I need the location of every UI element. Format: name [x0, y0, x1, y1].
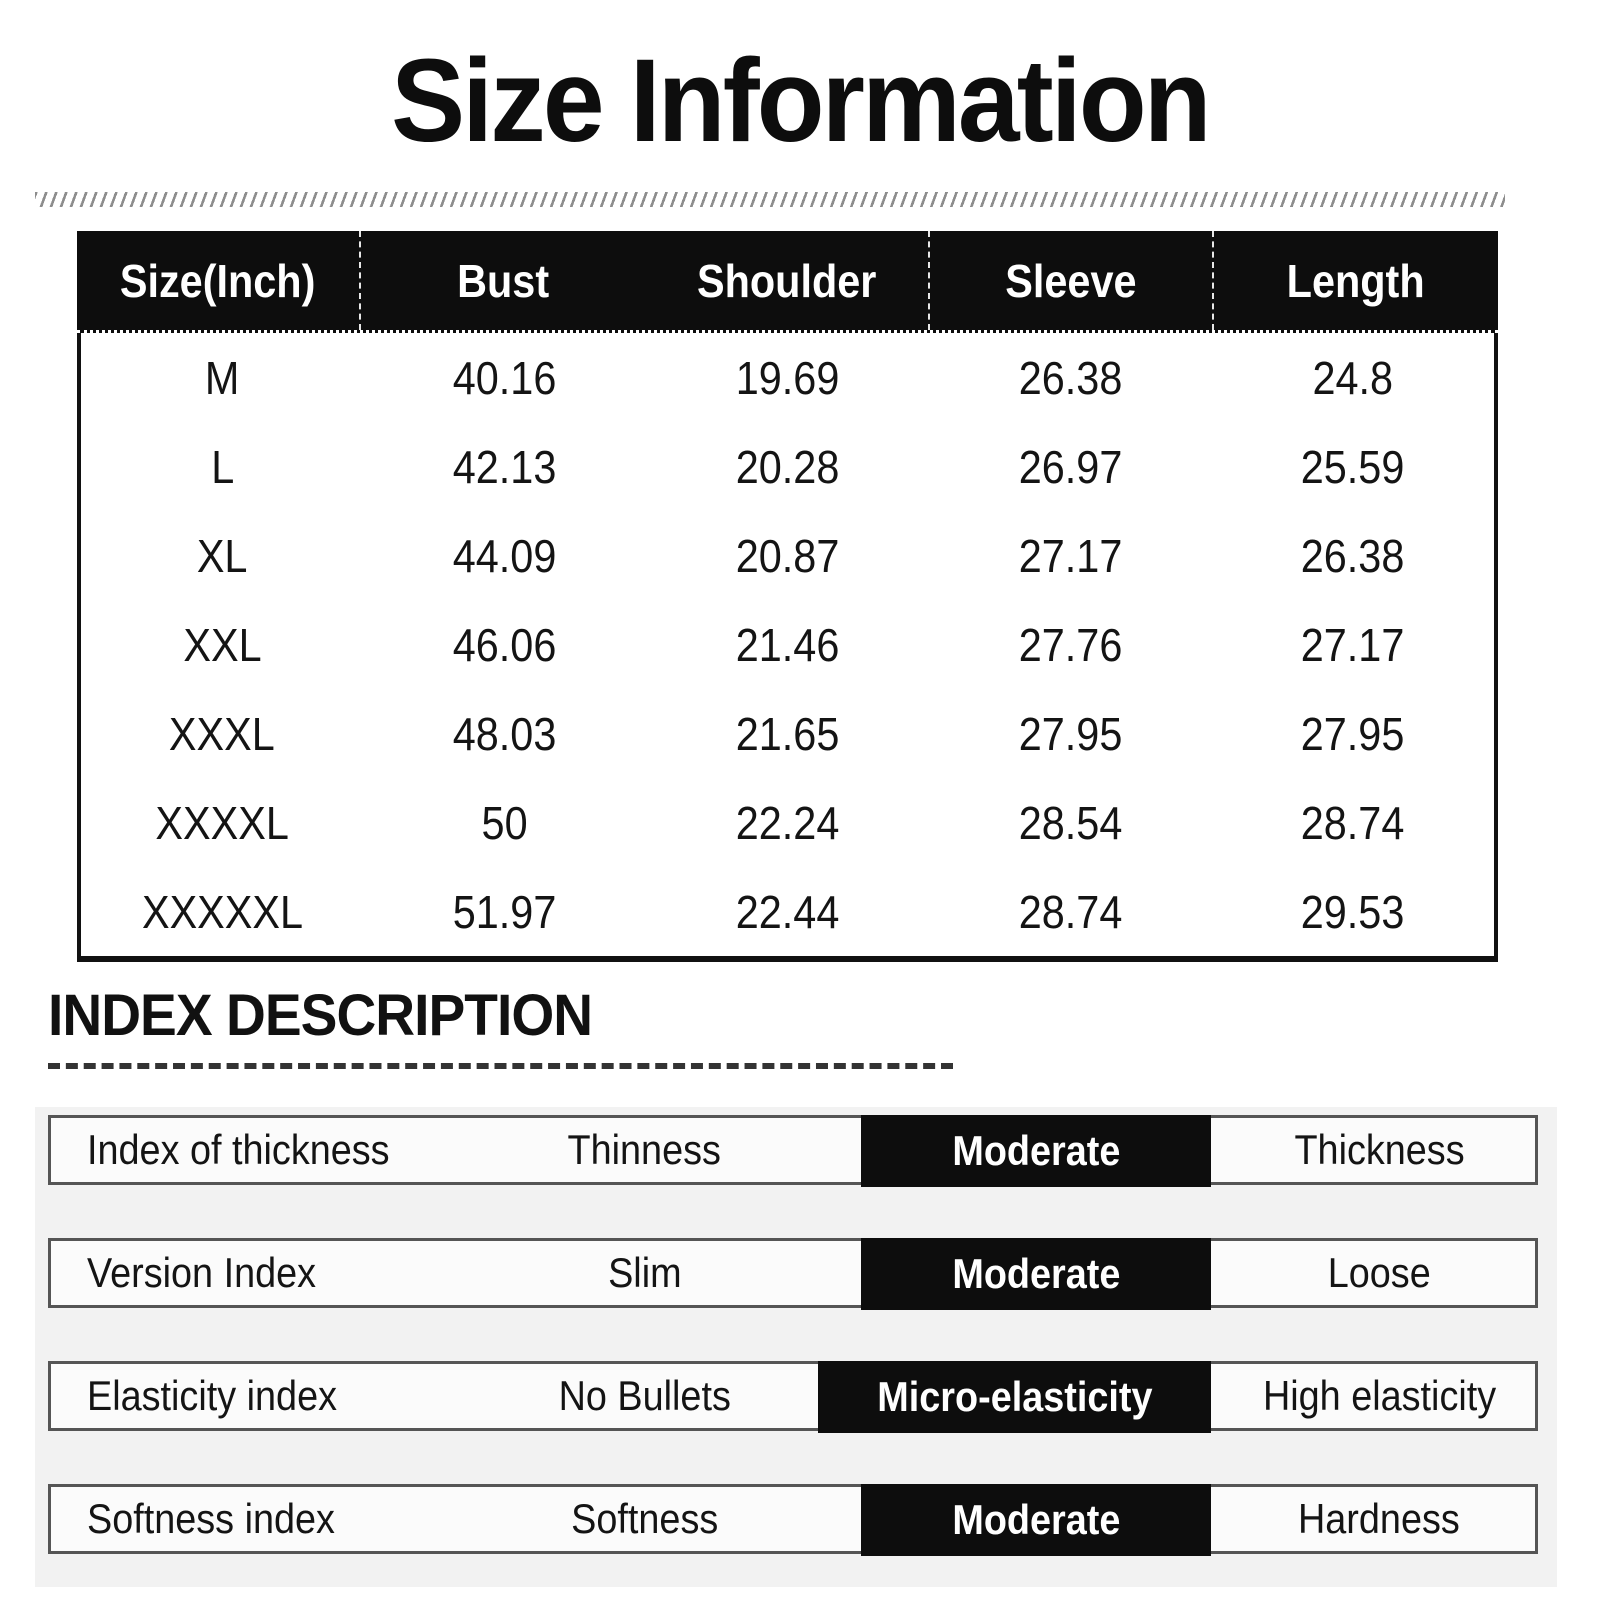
- col-header-bust: [361, 231, 645, 330]
- index-row-label-text: Elasticity index: [87, 1372, 338, 1419]
- index-option-selected-text: Moderate: [952, 1250, 1121, 1297]
- cell-bust-text: 42.13: [453, 440, 557, 493]
- index-option-high: [1223, 1364, 1535, 1428]
- cell-bust: [364, 707, 647, 761]
- cell-shoulder: [646, 529, 929, 583]
- index-row-softness: [48, 1484, 1538, 1554]
- size-table-header: [77, 231, 1498, 333]
- index-description-heading: [48, 982, 1600, 1049]
- page-title: [0, 26, 1600, 176]
- index-option-high: [1223, 1487, 1535, 1551]
- cell-size: [81, 529, 364, 583]
- cell-shoulder-text: 19.69: [735, 351, 840, 404]
- cell-bust: [364, 796, 647, 850]
- index-option-high-text: Hardness: [1298, 1495, 1461, 1542]
- cell-size-text: XXXXL: [155, 796, 290, 849]
- cell-sleeve: [929, 796, 1212, 850]
- col-header-size: [77, 231, 361, 330]
- cell-bust-text: 40.16: [453, 351, 557, 404]
- cell-shoulder: [646, 440, 929, 494]
- col-header-sleeve: [930, 231, 1214, 330]
- cell-bust-text: 51.97: [453, 885, 557, 938]
- cell-bust: [364, 618, 647, 672]
- index-option-low: [467, 1364, 823, 1428]
- cell-sleeve-text: 27.95: [1018, 707, 1122, 760]
- index-option-low: [467, 1118, 823, 1182]
- index-option-selected: [818, 1361, 1211, 1433]
- cell-sleeve-text: 27.76: [1018, 618, 1122, 671]
- cell-size-text: XXXXXL: [141, 885, 303, 938]
- cell-sleeve-text: 28.54: [1018, 796, 1122, 849]
- cell-size: [81, 440, 364, 494]
- cell-sleeve: [929, 618, 1212, 672]
- cell-length-text: 27.17: [1300, 618, 1405, 671]
- index-option-low-text: Softness: [571, 1495, 719, 1542]
- index-option-selected-text: Moderate: [952, 1496, 1121, 1543]
- index-option-selected: [861, 1484, 1211, 1556]
- col-header-shoulder: [645, 231, 929, 330]
- cell-shoulder: [646, 618, 929, 672]
- index-row-label-text: Softness index: [87, 1495, 335, 1542]
- index-option-high-text: High elasticity: [1262, 1372, 1496, 1419]
- table-row: [81, 600, 1494, 689]
- cell-length-text: 26.38: [1300, 529, 1405, 582]
- index-row-label: [51, 1487, 467, 1551]
- cell-sleeve: [929, 529, 1212, 583]
- cell-length: [1211, 796, 1494, 850]
- cell-sleeve-text: 27.17: [1018, 529, 1122, 582]
- cell-sleeve: [929, 440, 1212, 494]
- index-option-low-text: Slim: [607, 1249, 682, 1296]
- cell-length: [1211, 440, 1494, 494]
- cell-size: [81, 618, 364, 672]
- cell-bust: [364, 351, 647, 405]
- index-option-high: [1223, 1241, 1535, 1305]
- index-option-selected-text: Moderate: [952, 1127, 1121, 1174]
- table-row: [81, 511, 1494, 600]
- cell-size-text: XXXL: [169, 707, 276, 760]
- hatched-divider: [35, 192, 1505, 207]
- cell-bust: [364, 440, 647, 494]
- cell-size-text: XL: [196, 529, 248, 582]
- index-option-high-text: Thickness: [1294, 1126, 1465, 1173]
- index-option-selected: [861, 1238, 1211, 1310]
- page-title-text: Size Information: [391, 35, 1209, 167]
- cell-bust-text: 44.09: [453, 529, 557, 582]
- cell-bust-text: 48.03: [453, 707, 557, 760]
- cell-bust-text: 46.06: [453, 618, 557, 671]
- index-option-low-text: No Bullets: [558, 1372, 731, 1419]
- cell-size-text: M: [205, 351, 240, 404]
- index-option-high: [1223, 1118, 1535, 1182]
- cell-size: [81, 796, 364, 850]
- dashed-divider: [48, 1063, 953, 1069]
- cell-length-text: 27.95: [1300, 707, 1405, 760]
- cell-sleeve-text: 26.38: [1018, 351, 1122, 404]
- cell-size: [81, 707, 364, 761]
- table-row: [81, 867, 1494, 956]
- cell-length: [1211, 618, 1494, 672]
- col-header-length: [1214, 231, 1498, 330]
- cell-shoulder-text: 21.65: [735, 707, 840, 760]
- cell-length-text: 29.53: [1300, 885, 1405, 938]
- cell-length: [1211, 351, 1494, 405]
- cell-length-text: 24.8: [1312, 351, 1393, 404]
- col-header-sleeve-label: Sleeve: [1005, 254, 1137, 307]
- index-row-version: [48, 1238, 1538, 1308]
- cell-size-text: XXL: [183, 618, 262, 671]
- index-option-high-text: Loose: [1327, 1249, 1431, 1296]
- cell-shoulder: [646, 707, 929, 761]
- cell-shoulder-text: 22.24: [735, 796, 840, 849]
- index-description-heading-text: INDEX DESCRIPTION: [48, 983, 593, 1048]
- cell-length: [1211, 885, 1494, 939]
- cell-shoulder: [646, 885, 929, 939]
- cell-bust-text: 50: [481, 796, 528, 849]
- index-row-label-text: Version Index: [87, 1249, 317, 1296]
- cell-size-text: L: [210, 440, 234, 493]
- col-header-bust-label: Bust: [457, 254, 550, 307]
- index-option-selected-text: Micro-elasticity: [877, 1373, 1153, 1420]
- index-row-label: [51, 1118, 467, 1182]
- index-row-label-text: Index of thickness: [87, 1126, 390, 1173]
- cell-size: [81, 351, 364, 405]
- table-row: [81, 422, 1494, 511]
- index-row-label: [51, 1364, 467, 1428]
- cell-shoulder-text: 20.87: [735, 529, 840, 582]
- cell-shoulder: [646, 351, 929, 405]
- index-option-low-text: Thinness: [567, 1126, 722, 1173]
- cell-sleeve-text: 26.97: [1018, 440, 1122, 493]
- index-option-low: [467, 1487, 823, 1551]
- size-table: [77, 231, 1498, 962]
- index-row-thickness: [48, 1115, 1538, 1185]
- col-header-shoulder-label: Shoulder: [696, 254, 877, 307]
- cell-sleeve-text: 28.74: [1018, 885, 1122, 938]
- index-row-elasticity: [48, 1361, 1538, 1431]
- size-table-body: [77, 333, 1498, 962]
- index-row-label: [51, 1241, 467, 1305]
- cell-shoulder-text: 22.44: [735, 885, 840, 938]
- cell-length: [1211, 707, 1494, 761]
- index-description-panel: [35, 1107, 1557, 1587]
- cell-sleeve: [929, 351, 1212, 405]
- cell-shoulder: [646, 796, 929, 850]
- cell-sleeve: [929, 707, 1212, 761]
- cell-length-text: 28.74: [1300, 796, 1405, 849]
- cell-length: [1211, 529, 1494, 583]
- cell-length-text: 25.59: [1300, 440, 1405, 493]
- cell-size: [81, 885, 364, 939]
- index-option-selected: [861, 1115, 1211, 1187]
- cell-sleeve: [929, 885, 1212, 939]
- table-row: [81, 689, 1494, 778]
- table-row: [81, 778, 1494, 867]
- table-row: [81, 333, 1494, 422]
- col-header-length-label: Length: [1286, 254, 1425, 307]
- col-header-size-label: Size(Inch): [120, 254, 316, 307]
- cell-bust: [364, 529, 647, 583]
- cell-shoulder-text: 21.46: [735, 618, 840, 671]
- cell-bust: [364, 885, 647, 939]
- index-option-low: [467, 1241, 823, 1305]
- cell-shoulder-text: 20.28: [735, 440, 840, 493]
